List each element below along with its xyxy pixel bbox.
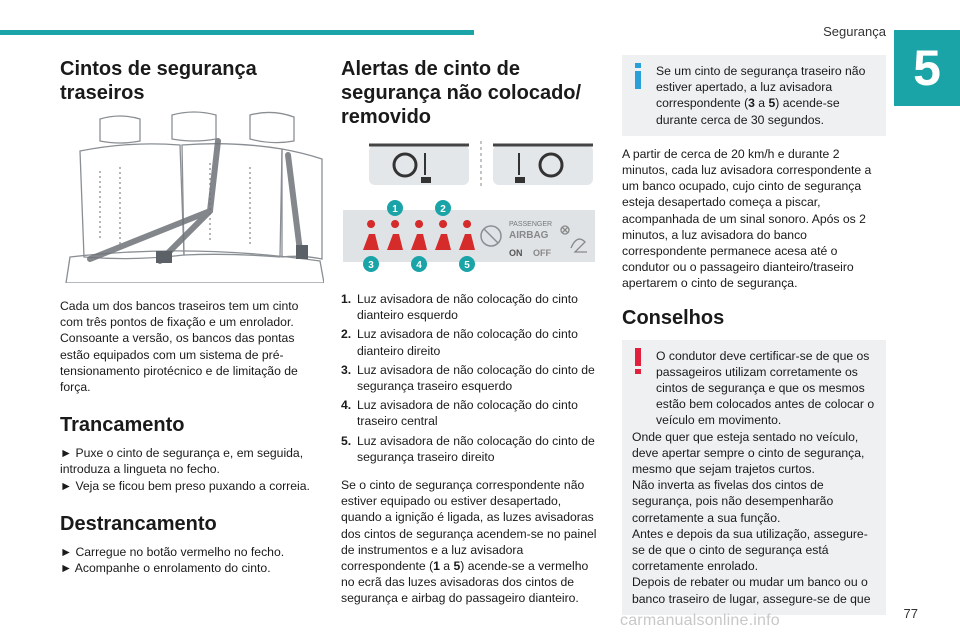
info-icon [632, 63, 644, 89]
column-belt-alerts [341, 52, 605, 607]
callout-2: 2 [440, 204, 446, 215]
advice-paragraph: Antes e depois da sua utilização, assegure-se de que o cinto de segurança está corretamente enrolado. [632, 526, 868, 574]
callout-1: 1 [392, 204, 398, 215]
advice-paragraph: Onde quer que esteja sentado no veículo, deve apertar sempre o cinto de segurança, mesmo que sejam trajetos curtos. [632, 429, 865, 477]
rear-seat-belt-illustration [60, 111, 324, 283]
belt-alert-paragraph: Se o cinto de segurança correspondente não estiver equipado ou estiver desapertado, quando a ignição é ligada, as luzes avisadoras dos cintos de segurança acendem-se no painel de instrumentos e a luz avisadora correspondente (1 a 5) acende-se a vermelho no ecrã das luzes avisadoras dos cintos de segurança e airbag do passageiro dianteiro. [341, 478, 597, 606]
locking-step: ► Puxe o cinto de segurança e, em seguida, introduza a lingueta no fecho. [60, 446, 304, 477]
header-accent-bar [0, 30, 474, 35]
section-title-rear-belts: Cintos de segurança traseiros [60, 58, 257, 104]
list-item: 2. Luz avisadora de não colocação do cinto dianteiro direito [341, 327, 578, 358]
list-item: 5. Luz avisadora de não colocação do cinto de segurança traseiro direito [341, 433, 595, 464]
warning-note [622, 340, 886, 615]
list-item: 4. Luz avisadora de não colocação do cinto traseiro central [341, 398, 578, 429]
belt-warning-panel [343, 200, 595, 272]
column-rear-belts [60, 52, 324, 576]
panel-on-label: ON [509, 248, 523, 258]
running-head: Segurança [823, 24, 886, 39]
warning-exclamation-icon [632, 348, 644, 374]
locking-step: ► Veja se ficou bem preso puxando a correia. [60, 478, 310, 493]
panel-off-label: OFF [533, 248, 551, 258]
info-note-text: Se um cinto de segurança traseiro não estiver apertado, a luz avisadora correspondente (3 a 5) acende-se durante cerca de 30 segundos. [656, 64, 866, 127]
section-title-advice: Conselhos [622, 306, 725, 329]
unlocking-step: ► Acompanhe o enrolamento do cinto. [60, 561, 271, 576]
page-number: 77 [903, 606, 918, 621]
flashing-warning-paragraph: A partir de cerca de 20 km/h e durante 2 minutos, cada luz avisadora correspondente a um banco ocupado, cujo cinto de segurança esteja desapertado começa a piscar, acompanhada de um sinal sonoro. Após os 2 minutos, a luz avisadora do banco correspondente permanece acesa até o condutor ou o passageiro dianteiro/traseiro apertarem o cinto de segurança. [622, 146, 872, 291]
watermark: carmanualsonline.info [620, 612, 780, 629]
callout-5: 5 [464, 260, 470, 271]
rear-belts-intro: Cada um dos bancos traseiros tem um cinto com três pontos de fixação e um enrolador. Consoante a versão, os bancos das pontas estão equipados com um sistema de pré-tensionamento pirotécnico e de limitação de força. [60, 299, 299, 395]
advice-paragraph: Não inverta as fivelas dos cintos de segurança, pois não desempenharão corretamente a sua função. [632, 478, 834, 525]
panel-airbag-label: AIRBAG [509, 230, 549, 241]
callout-4: 4 [416, 260, 422, 271]
advice-paragraph: O condutor deve certificar-se de que os passageiros utilizam corretamente os cintos de segurança e que os mesmos estão bem colocados antes de colocar o veículo em movimento. [656, 348, 875, 428]
list-item: 1. Luz avisadora de não colocação do cinto dianteiro esquerdo [341, 292, 578, 323]
unlocking-step: ► Carregue no botão vermelho no fecho. [60, 544, 285, 559]
list-item: 3. Luz avisadora de não colocação do cinto de segurança traseiro esquerdo [341, 362, 595, 394]
chapter-badge: 5 [894, 30, 960, 106]
panel-passenger-label: PASSENGER [509, 221, 553, 228]
section-title-unlocking: Destrancamento [60, 512, 217, 535]
column-advice [622, 52, 886, 615]
info-note [622, 55, 886, 136]
dashboard-illustration [369, 139, 593, 191]
callout-3: 3 [368, 260, 374, 271]
advice-paragraph: Depois de rebater ou mudar um banco ou o banco traseiro de lugar, assegure-se de que [632, 575, 871, 606]
warning-light-list [341, 291, 605, 465]
section-title-locking: Trancamento [60, 414, 185, 437]
section-title-belt-alerts: Alertas de cinto de segurança não colocado/ removido [341, 58, 582, 128]
